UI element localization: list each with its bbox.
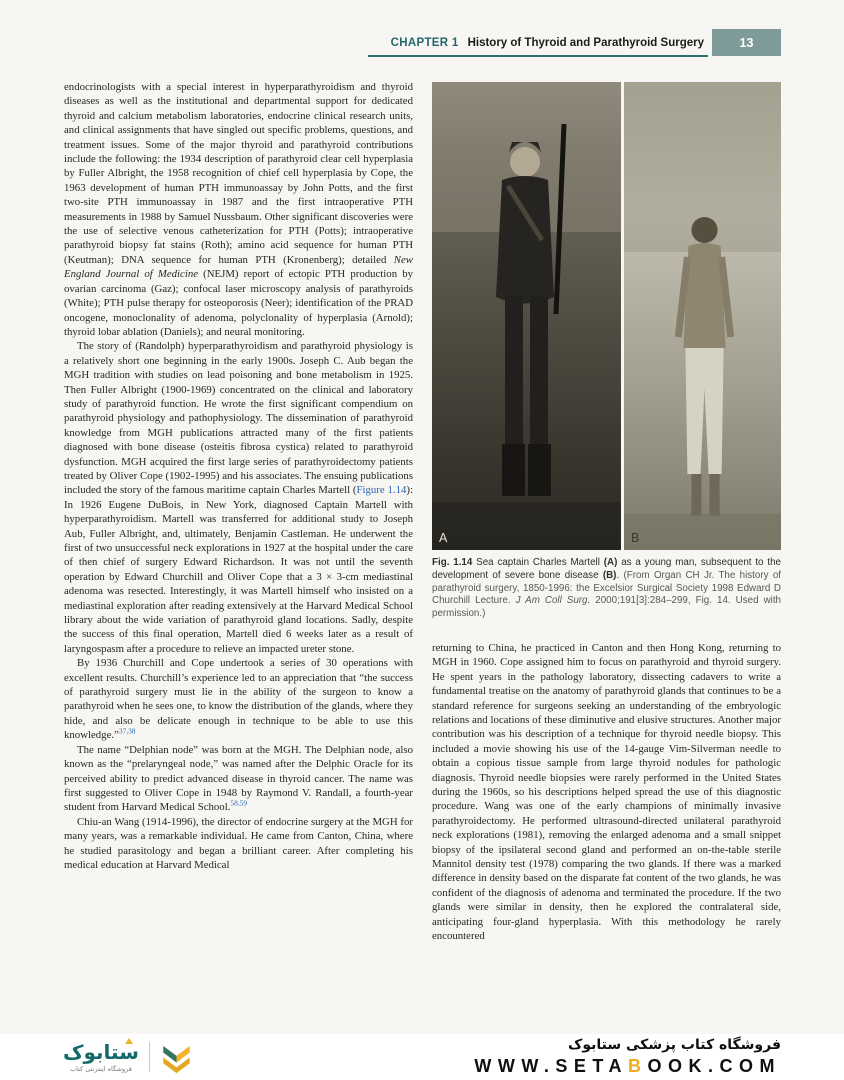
figure-panel-label-b: B: [631, 531, 640, 545]
page-number: 13: [739, 35, 754, 50]
photo-b-silhouette: [624, 82, 781, 550]
running-header: [391, 37, 704, 49]
right-column: [432, 80, 781, 944]
left-column: [64, 80, 413, 872]
logo-divider: [149, 1042, 150, 1072]
chapter-title: History of Thyroid and Parathyroid Surgery: [467, 37, 704, 49]
header-divider: [368, 55, 708, 57]
photo-a-silhouette: [432, 82, 621, 550]
logo-wordmark: ستابوک: [63, 1039, 139, 1064]
paragraph: The story of (Randolph) hyperparathyroidism and parathyroid physiology is a relatively short one beginning in the early 1900s. Joseph C. Aub began the MGH tradition with studies on lead poisoning and bone metabolism in 1925. Then Fuller Albright (1900-1969) concentrated on the clinical and laboratory study of parathyroid function. He wrote the first significant compendium on parathyroid physiology and pathophysiology. The dissemination of parathyroid knowledge from MGH publications attracted many of the first patients diagnosed with bone disease (osteitis fibrosa cystica) related to parathyroid dysfunction. MGH acquired the first large series of parathyroidectomy patients treated by Oliver Cope (1902-1995) and his associates. The ensuing publications included the story of the famous maritime captain Charles Martell (Figure 1.14): In 1926 Eugene DuBois, in New York, diagnosed Captain Martell with hyperparathyroidism. Martell was transferred for additional study to Joseph Aub, Fuller Albright, and, ultimately, Benjamin Castleman. He underwent the first of two unsuccessful neck explorations in 1927 at the hospital under the care of then chief of surgery Edward Richardson. It was not until the seventh operation by Edward Churchill and Oliver Cope that a 3 × 3-cm mediastinal adenoma was resected. Interestingly, it was Martell himself who insisted on a mediastinal exploration after reading extensively at the Harvard Medical School library about the wide variation of parathyroid gland locations. Sadly, despite the success of this final operation, Martell died 6 weeks later as a result of laryngospasm after a procedure to relieve an impacted ureter stone.: [64, 340, 413, 655]
setabook-logo[interactable]: [63, 1041, 193, 1074]
figure-caption: Fig. 1.14 Sea captain Charles Martell (A) as a young man, subsequent to the development of severe bone disease (B). (From Organ CH Jr. The history of parathyroid surgery, 1850-1996: the Excelsior Surgical Society 1998 Edward D Churchill Lecture. J Am Coll Surg. 2000;191[3]:284–299, Fig. 14. Used with permission.): [432, 557, 781, 620]
page-number-badge: [712, 29, 781, 56]
figure-panel-label-a: A: [439, 531, 448, 545]
figure-photo-a: [432, 82, 621, 550]
paragraph: By 1936 Churchill and Cope undertook a series of 30 operations with excellent results. Churchill’s experience led to an appreciation that “the success of parathyroid surgery must lie in the ability of the surgeon to know a parathyroid when he sees one, to know the distribution of the glands, where they hide, and also be delicate enough in technique to be able to use this knowledge.”$^{37,38}$: [64, 657, 413, 742]
logo-text-block: [63, 1039, 139, 1073]
citation-reference[interactable]: 37,38: [118, 726, 136, 736]
figure-photo-b: [624, 82, 781, 550]
paragraph: endocrinologists with a special interest in hyperparathyroidism and thyroid diseases as well as the institutional and departmental support for dedicated thyroid and calcium metabolism laboratories, endocrine clinical research units, and clinical assignments that have singled out specific problems, questions, and treatment issues. Some of the major thyroid and parathyroid contributions include the following: the 1934 description of parathyroid clear cell hyperplasia by Fuller Albright, the 1958 recognition of chief cell hyperplasia by Cope, the 1963 development of human PTH immunoassay by John Potts, and the first two-site PTH immunoassay in 1987 and the first intraoperative PTH measurements in 1988 by Samuel Nussbaum. Other significant discoveries were the use of selective venous catheterization for PTH (Potts); intraoperative parathyroid biopsy fat stains (Roth); amino acid sequence for human PTH (Keutman); DNA sequence for human PTH (Kronenberg); detailed New England Journal of Medicine (NEJM) report of ectopic PTH production by ovarian carcinoma (Gaz); confocal laser microscopy analysis of parathyroids (White); PTH pulse therapy for osteoporosis (Neer); identification of the PRAD oncogene, monoclonality of adenoma, polyclonality of hyperplasia (Arnold); thyroid lobar ablation (Daniels); and neural monitoring.: [64, 81, 413, 338]
page-fade: [0, 976, 844, 1034]
website-url[interactable]: [474, 1056, 781, 1077]
paragraph: Chiu-an Wang (1914-1996), the director of endocrine surgery at the MGH for many years, was a remarkable individual. He came from Canton, China, where he studied parasitology and began a brilliant career. After completing his medical education at Harvard Medical: [64, 815, 413, 871]
website-post: OOK.COM: [647, 1056, 781, 1076]
paragraph: returning to China, he practiced in Canton and then Hong Kong, returning to MGH in 1960. Cope assigned him to focus on parathyroid and thyroid surgery. He spent years in the pathology laboratory, dissecting cadavers to write a fundamental treatise on the anatomy of parathyroid glands that continues to be a standard reference for surgeons seeking an understanding of the embryologic relations and locations of these diminutive and elusive structures. Another major contribution was his description of a technique for thyroid needle biopsy. This included a movie showing his use of the 14-gauge Vim-Silverman needle to obtain a copious tissue sample from large thyroid nodules for pathologic diagnosis. Thyroid needle biopsies were rarely performed in the United States during the 1960s, so his descriptions helped spread the use of this diagnostic procedure. Wang was one of the early champions of minimally invasive parathyroidectomy. He performed ultrasound-directed unilateral parathyroid neck explorations (1981), removing the enlarged adenoma and a small snippet biopsy of the ipsilateral second gland and performed an on-the-table sterile Mannitol density test (1978) comparing the two glands. If there was a marked difference in density based on the disparate fat content of the two glands, he was confident of the diagnosis of adenoma and terminated the procedure. If the two glands were similar in density, then he explored the contralateral side, anticipating four-gland hyperplasia. With this methodology he rarely encountered: [432, 641, 781, 943]
figure-1-14: [432, 82, 781, 621]
figure-reference-link[interactable]: Figure 1.14: [356, 484, 407, 497]
chapter-label: CHAPTER 1: [390, 37, 459, 49]
paragraph: The name “Delphian node” was born at the MGH. The Delphian node, also known as the “prelaryngeal node,” was named after the Delphic Oracle for its perceived ability to predict advanced disease in thyroid cancer. The name was first suggested to Oliver Cope in 1948 by Raymond V. Randall, a fourth-year student from Harvard Medical School.$^{58,59}$: [64, 743, 413, 814]
chevron-book-icon: [160, 1041, 193, 1074]
website-accent: B: [628, 1056, 648, 1076]
logo-accent-mark: [125, 1038, 133, 1044]
footer-banner: [0, 1034, 844, 1080]
logo-subtext: فروشگاه اینترنتی کتاب: [70, 1064, 132, 1073]
website-pre: WWW.SETA: [474, 1056, 628, 1076]
store-name: فروشگاه کتاب پزشکی ستابوک: [568, 1037, 781, 1053]
citation-reference[interactable]: 58,59: [230, 798, 248, 808]
figure-photos: [432, 82, 781, 550]
footer-store-info: [474, 1037, 781, 1077]
